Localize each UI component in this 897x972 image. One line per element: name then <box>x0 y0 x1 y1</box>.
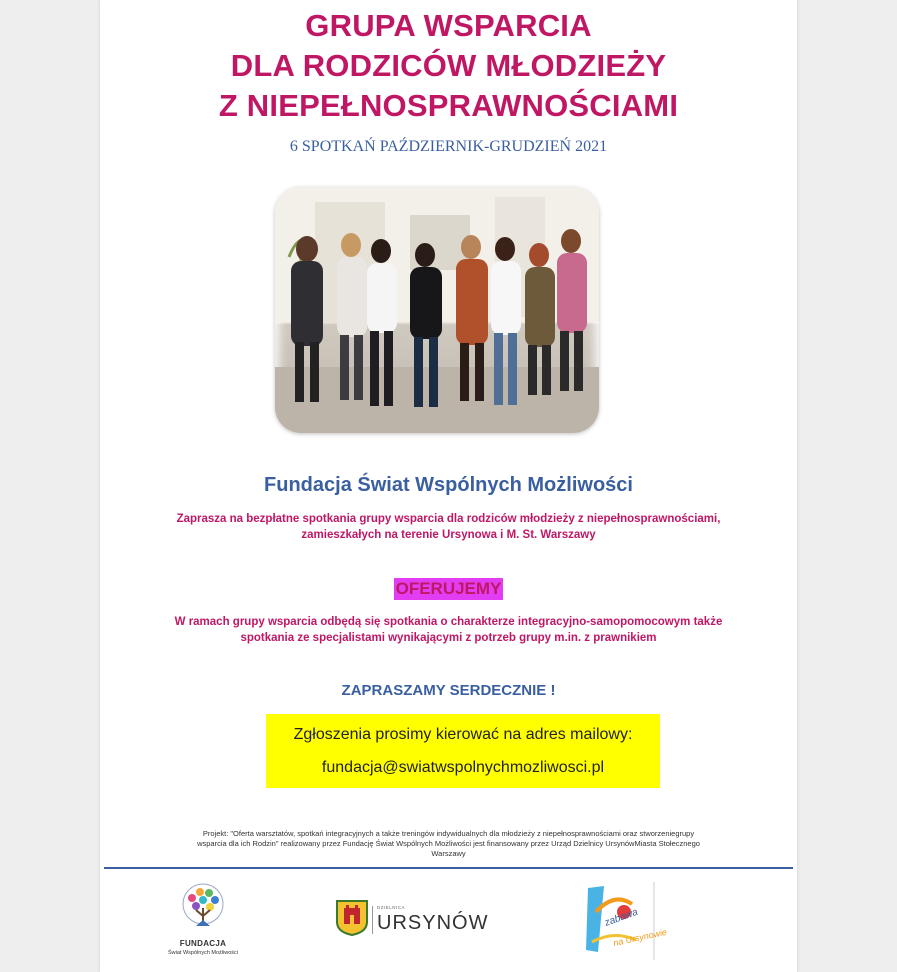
flyer-title <box>100 6 797 126</box>
title-line-1: GRUPA WSPARCIA <box>305 8 592 43</box>
project-note <box>130 829 767 859</box>
invitation-line-2: zamieszkałych na terenie Ursynowa i M. St. Warszawy <box>301 529 596 541</box>
contact-instructions: Zgłoszenia prosimy kierować na adres mailowy: <box>293 726 633 743</box>
zabawa-logo-subtext: na Ursynowie <box>612 926 668 948</box>
project-line-3: Warszawy <box>431 849 466 858</box>
tree-icon <box>178 882 228 938</box>
zabawa-logo-text: zabawa <box>603 906 640 929</box>
contact-box <box>266 714 660 788</box>
offer-heading-wrap <box>100 578 797 600</box>
foundation-logo-line-2: Świat Wspólnych Możliwości <box>168 950 238 956</box>
foundation-logo-line-1: FUNDACJA <box>179 939 227 948</box>
offer-line-1: W ramach grupy wsparcia odbędą się spotkania o charakterze integracyjno-samopomocowym także <box>174 616 723 628</box>
offer-heading: OFERUJEMY <box>395 579 502 598</box>
ursynow-logo-name: URSYNÓW <box>377 912 489 934</box>
welcome-text: ZAPRASZAMY SERDECZNIE ! <box>341 682 556 699</box>
zabawa-logo <box>584 882 704 962</box>
ursynow-logo <box>336 900 489 940</box>
foundation-logo <box>158 882 248 962</box>
title-line-3: Z NIEPEŁNOSPRAWNOŚCIAMI <box>218 88 679 123</box>
offer-line-2: spotkania ze specjalistami wynikającymi z potrzeb grupy m.in. z prawnikiem <box>240 632 657 644</box>
contact-email[interactable]: fundacja@swiatwspolnychmozliwosci.pl <box>321 759 605 776</box>
group-photo <box>275 187 599 433</box>
invitation-text <box>140 511 757 543</box>
offer-description <box>120 614 777 646</box>
footer-divider <box>104 867 793 869</box>
project-line-2: wsparcia dla ich Rodzin" realizowany przez Fundację Świat Wspólnych Możliwości jest finansowany przez Urząd Dzielnicy UrsynówMiasta Stołecznego <box>197 839 700 848</box>
meeting-dates: 6 SPOTKAŃ PAŹDZIERNIK-GRUDZIEŃ 2021 <box>289 138 608 155</box>
title-line-2: DLA RODZICÓW MŁODZIEŻY <box>230 48 667 83</box>
ursynow-logo-small-text: DZIELNICA <box>377 905 406 910</box>
crest-icon <box>336 900 368 936</box>
foundation-name: Fundacja Świat Wspólnych Możliwości <box>264 474 633 496</box>
ursynow-logo-divider <box>372 906 373 934</box>
project-line-1: Projekt: "Oferta warsztatów, spotkań integracyjnych a także treningów indywidualnych dla młodzieży z niepełnosprawnościami oraz stworzeniegrupy <box>202 829 695 838</box>
invitation-line-1: Zaprasza na bezpłatne spotkania grupy wsparcia dla rodziców młodzieży z niepełnosprawnościami, <box>176 513 721 525</box>
flyer-page <box>100 0 797 972</box>
